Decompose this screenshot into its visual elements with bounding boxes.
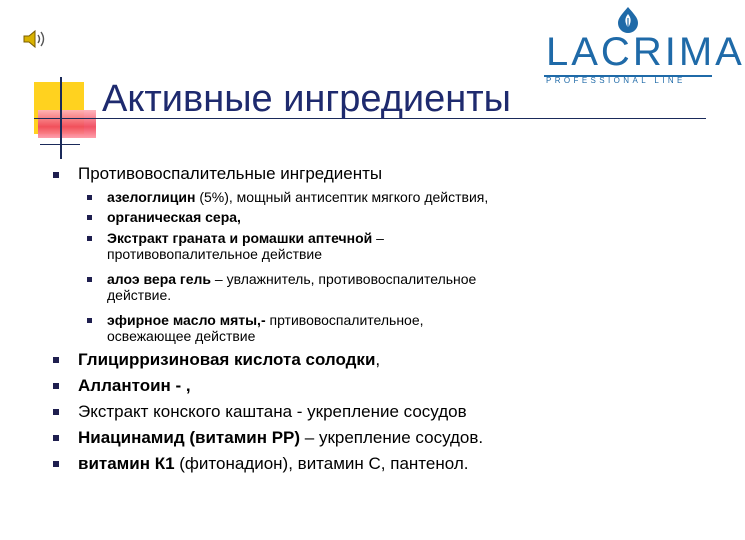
bullet-icon — [53, 172, 59, 178]
page-title: Активные ингредиенты — [102, 78, 511, 120]
decor-short-line — [40, 144, 80, 145]
decor-red-bar — [38, 110, 96, 138]
bullet-icon — [53, 435, 59, 441]
bullet-icon — [87, 318, 92, 323]
bullet-icon — [87, 277, 92, 282]
bullet-icon — [53, 409, 59, 415]
bullet-icon — [53, 357, 59, 363]
bullet-icon — [53, 461, 59, 467]
logo-wordmark: LACRIMA — [546, 30, 745, 74]
logo-tagline: PROFESSIONAL LINE — [546, 76, 686, 85]
sub-item: Экстракт граната и ромашки аптечной – противовопалительное действие — [107, 230, 384, 262]
bullet-icon — [87, 236, 92, 241]
list-item: Глицирризиновая кислота солодки, — [78, 350, 381, 369]
bullet-icon — [87, 215, 92, 220]
list-item: Экстракт конского каштана - укрепление сосудов — [78, 402, 467, 421]
sub-item: органическая сера, — [107, 209, 241, 225]
speaker-icon[interactable] — [22, 28, 48, 50]
list-item: Аллантоин - , — [78, 376, 191, 395]
list-item-main: Противовоспалительные ингредиенты — [78, 164, 383, 183]
sub-item: эфирное масло мяты,- пртивовоспалительное, освежающее действие — [107, 312, 424, 344]
brand-logo — [540, 6, 745, 86]
list-item: Ниацинамид (витамин РР) – укрепление сосудов. — [78, 428, 484, 447]
sub-item: алоэ вера гель – увлажнитель, противовоспалительное действие. — [107, 271, 477, 303]
bullet-icon — [87, 195, 92, 200]
list-item: витамин К1 (фитонадион), витамин С, пантенол. — [78, 454, 469, 473]
bullet-icon — [53, 383, 59, 389]
sub-item: азелоглицин (5%), мощный антисептик мягкого действия, — [107, 189, 489, 205]
